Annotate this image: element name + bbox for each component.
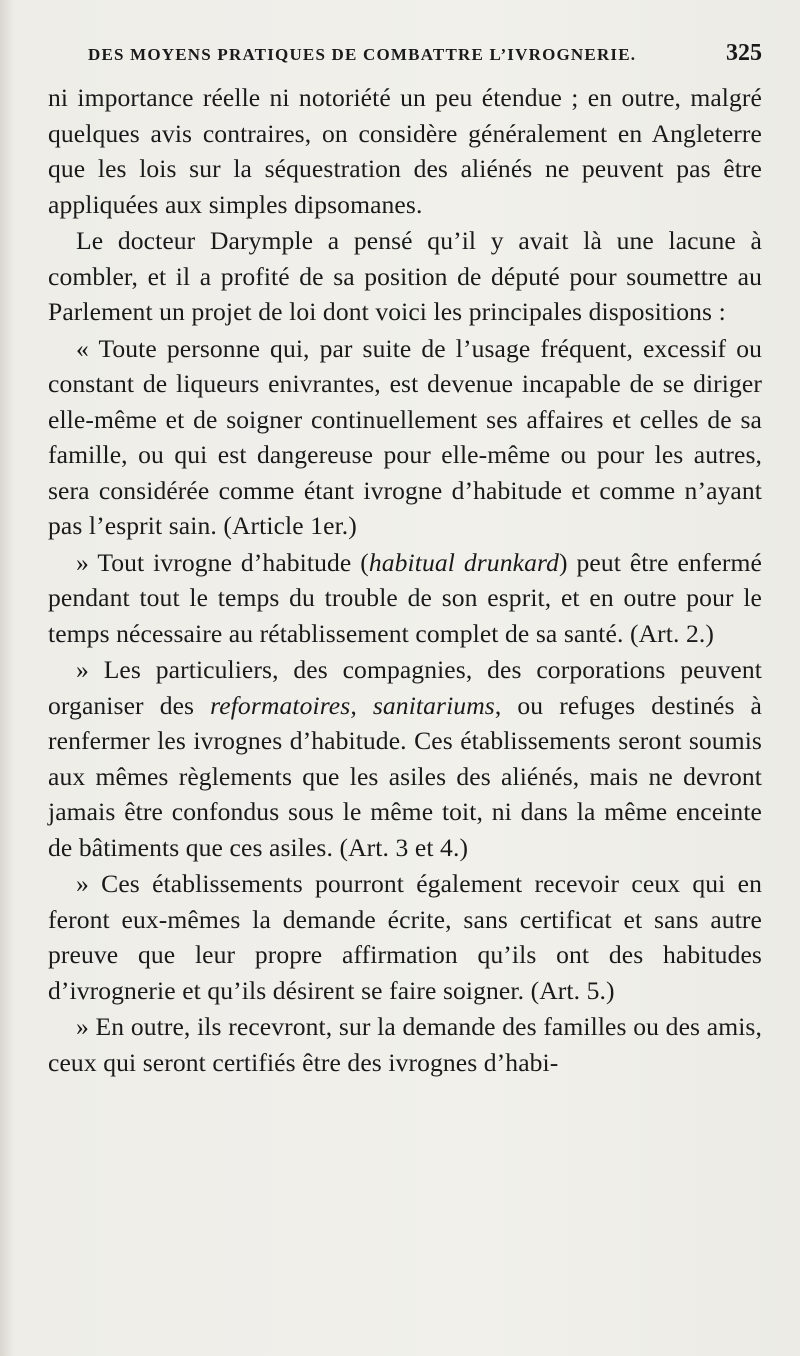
running-head bbox=[88, 40, 762, 80]
paragraph: » Ces établissements pourront également recevoir ceux qui en feront eux-mêmes la demande écrite, sans certificat et sans autre preuve que leur propre affirmation qu’ils ont des habitudes d’ivrognerie et qu’ils désirent se faire soigner. (Art. 5.) bbox=[48, 869, 762, 1005]
page-number: 325 bbox=[726, 40, 762, 66]
paragraph bbox=[48, 652, 762, 865]
paragraph: ni importance réelle ni notoriété un peu étendue ; en outre, malgré quelques avis contraires, on considère généralement en Angleterre que les lois sur la séquestration des aliénés ne peuvent pas être appliquées aux simples dipsomanes. bbox=[48, 83, 762, 219]
text-run: » Les particuliers, des compagnies, des corporations peuvent organiser des bbox=[48, 655, 762, 720]
paragraph: « Toute personne qui, par suite de l’usage fréquent, excessif ou constant de liqueurs enivrantes, est devenue incapable de se diriger elle-même et de soigner continuellement ses affaires et celles de sa famille, ou qui est dangereuse pour elle-même ou pour les autres, sera considérée comme étant ivrogne d’habitude et comme n’ayant pas l’esprit sain. (Article 1er.) bbox=[48, 333, 762, 540]
paragraph: Le docteur Darymple a pensé qu’il y avait là une lacune à combler, et il a profité de sa position de député pour soumettre au Parlement un projet de loi dont voici les principales dispositions : bbox=[48, 226, 762, 326]
italic-term: habitual drunkard bbox=[368, 547, 559, 577]
body-text bbox=[48, 80, 762, 1080]
text-run: » Tout ivrogne d’habitude ( bbox=[76, 547, 369, 577]
text-run: , ou refuges destinés à renfermer les ivrognes d’habitude. Ces établissements seront soumis aux mêmes règlements que les asiles des aliénés, mais ne devront jamais être confondus sous le même toit, ni dans la même enceinte de bâtiments que ces asiles. (Art. 3 et 4.) bbox=[48, 690, 762, 862]
paragraph bbox=[48, 545, 762, 652]
italic-term: reformatoires, sanitariums bbox=[210, 690, 495, 720]
paragraph: » En outre, ils recevront, sur la demande des familles ou des amis, ceux qui seront certifiés être des ivrognes d’habi- bbox=[48, 1012, 762, 1077]
running-title: DES MOYENS PRATIQUES DE COMBATTRE L’IVROGNERIE. bbox=[88, 45, 637, 64]
text-run: ) peut être enfermé pendant tout le temps du trouble de son esprit, et en outre pour le temps nécessaire au rétablissement complet de sa santé. (Art. 2.) bbox=[48, 547, 762, 648]
